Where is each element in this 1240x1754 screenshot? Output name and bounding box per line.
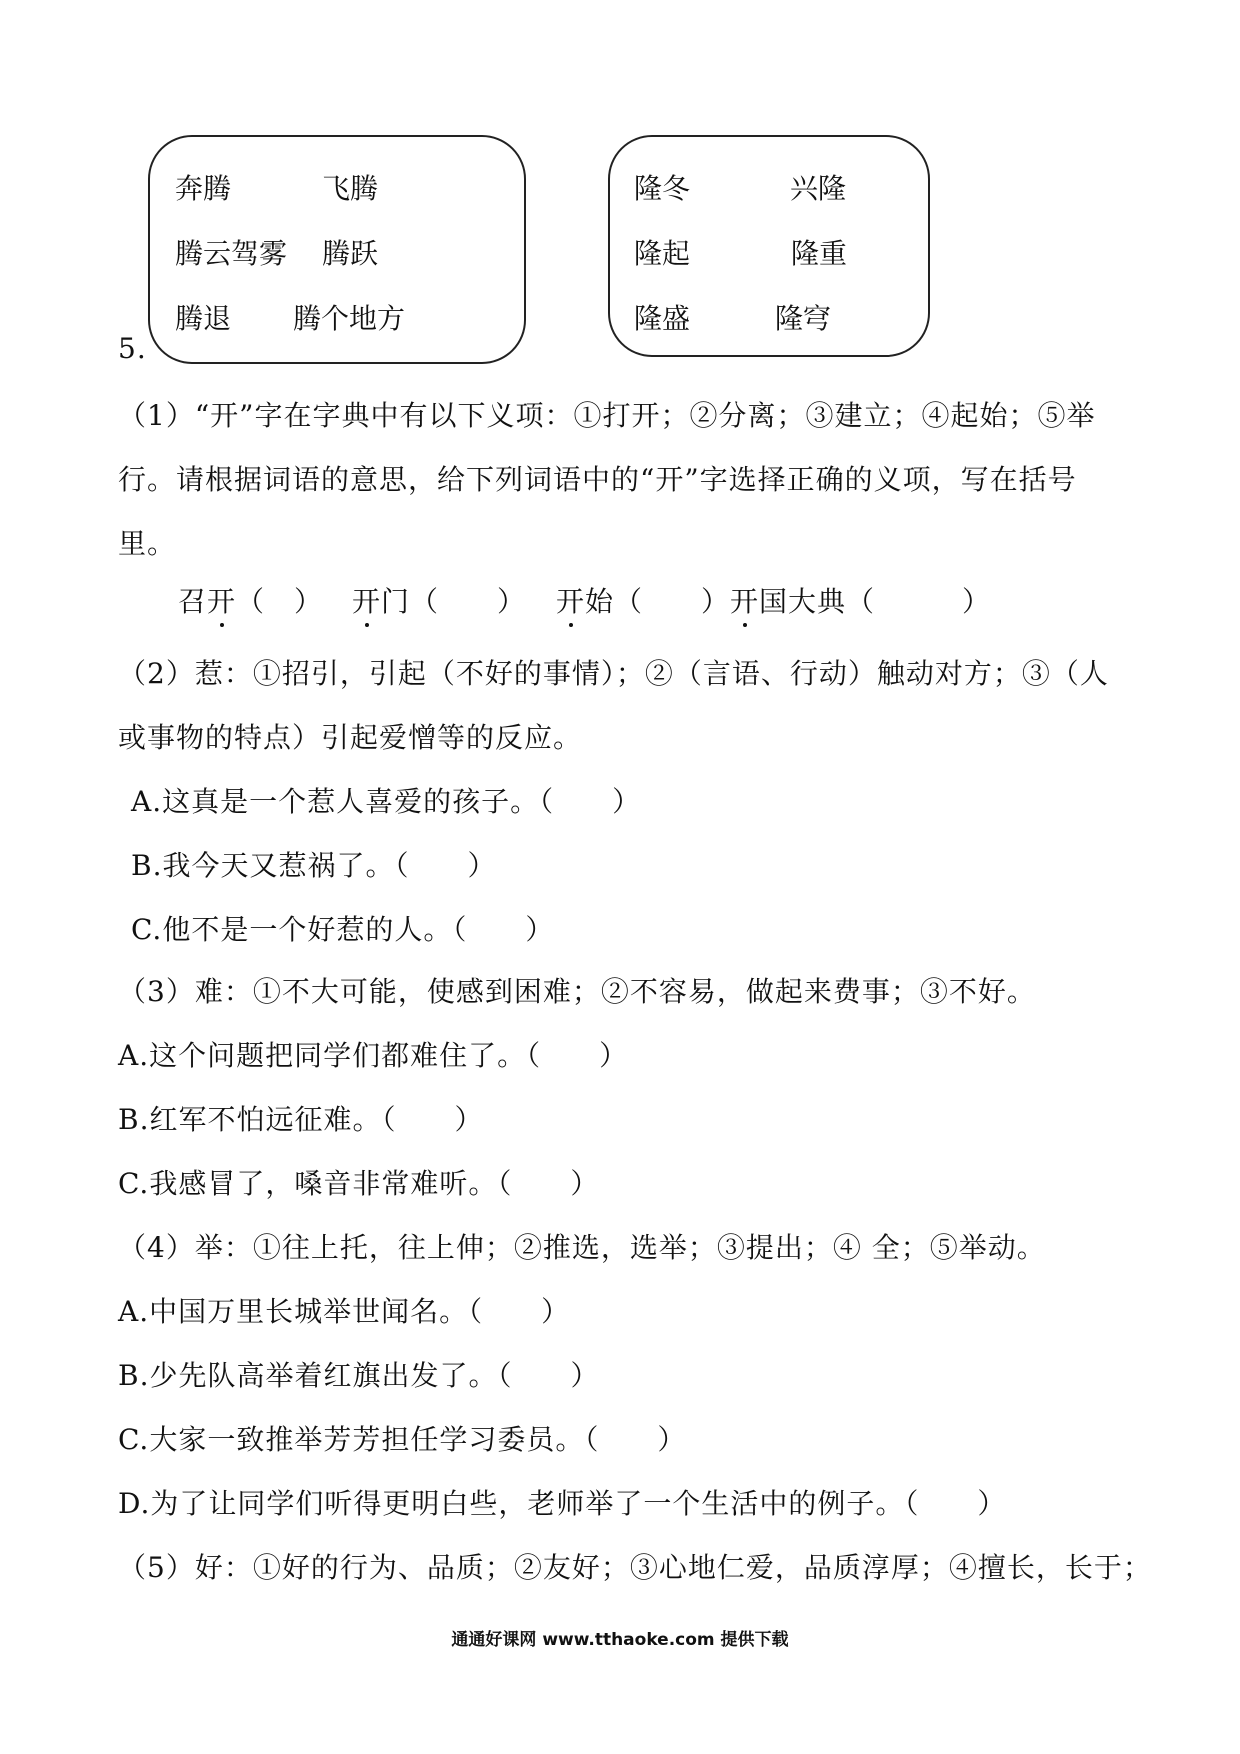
dotted-char: 开 — [730, 580, 759, 620]
answer-blank: 始（ ） — [585, 585, 731, 618]
dotted-char: 开 — [556, 580, 585, 620]
q1-word-1 — [178, 580, 323, 620]
word-item: 腾退 — [175, 302, 232, 335]
word-box-teng — [148, 135, 526, 364]
word-item: 兴隆 — [790, 172, 847, 205]
answer-blank: 门（ ） — [381, 585, 527, 618]
word-text: 召 — [178, 585, 208, 618]
q4-item-d: D.为了让同学们听得更明白些，老师举了一个生活中的例子。（ ） — [118, 1487, 1007, 1520]
section-label: 5. — [118, 332, 147, 365]
q5-line-1: （5）好：①好的行为、品质；②友好；③心地仁爱，品质淳厚；④擅长，长于； — [118, 1551, 1152, 1584]
dotted-char: 开 — [207, 580, 236, 620]
q4-item-a: A.中国万里长城举世闻名。（ ） — [118, 1295, 571, 1328]
q2-item-a: A.这真是一个惹人喜爱的孩子。（ ） — [131, 785, 642, 818]
q1-word-2 — [352, 580, 526, 620]
q2-line-1: （2）惹：①招引，引起（不好的事情）；②（言语、行动）触动对方；③（人 — [118, 657, 1109, 690]
word-item: 隆起 — [634, 237, 691, 270]
answer-blank: 国大典（ ） — [759, 585, 992, 618]
q2-item-b: B.我今天又惹祸了。（ ） — [131, 849, 497, 882]
q3-line-1: （3）难：①不大可能，使感到困难；②不容易，做起来费事；③不好。 — [118, 975, 1036, 1008]
q4-line-1: （4）举：①往上托，往上伸；②推选，选举；③提出；④ 全；⑤举动。 — [118, 1231, 1046, 1264]
q1-word-4 — [730, 580, 991, 620]
q3-item-b: B.红军不怕远征难。（ ） — [118, 1103, 484, 1136]
word-item: 腾云驾雾 — [175, 237, 288, 270]
q1-line-1: （1）“开”字在字典中有以下义项：①打开；②分离；③建立；④起始；⑤举 — [118, 399, 1096, 432]
q2-item-c: C.他不是一个好惹的人。（ ） — [131, 913, 555, 946]
word-item: 奔腾 — [175, 172, 232, 205]
q4-item-c: C.大家一致推举芳芳担任学习委员。（ ） — [118, 1423, 687, 1456]
word-item: 隆盛 — [634, 302, 691, 335]
word-item: 隆重 — [791, 237, 848, 270]
word-item: 隆冬 — [634, 172, 691, 205]
q4-item-b: B.少先队高举着红旗出发了。（ ） — [118, 1359, 600, 1392]
q3-item-a: A.这个问题把同学们都难住了。（ ） — [118, 1039, 629, 1072]
word-item: 飞腾 — [322, 172, 379, 205]
word-item: 腾跃 — [322, 237, 379, 270]
q3-item-c: C.我感冒了，嗓音非常难听。（ ） — [118, 1167, 600, 1200]
word-box-long — [608, 135, 930, 357]
word-item: 腾个地方 — [293, 302, 406, 335]
q1-line-2: 行。请根据词语的意思，给下列词语中的“开”字选择正确的义项，写在括号 — [118, 463, 1077, 496]
word-item: 隆穹 — [775, 302, 832, 335]
answer-blank: （ ） — [236, 585, 324, 618]
page-footer: 通通好课网 www.tthaoke.com 提供下载 — [451, 1630, 789, 1650]
q2-line-2: 或事物的特点）引起爱憎等的反应。 — [118, 721, 583, 754]
q1-word-3 — [556, 580, 730, 620]
dotted-char: 开 — [352, 580, 381, 620]
q1-line-3: 里。 — [118, 527, 177, 560]
